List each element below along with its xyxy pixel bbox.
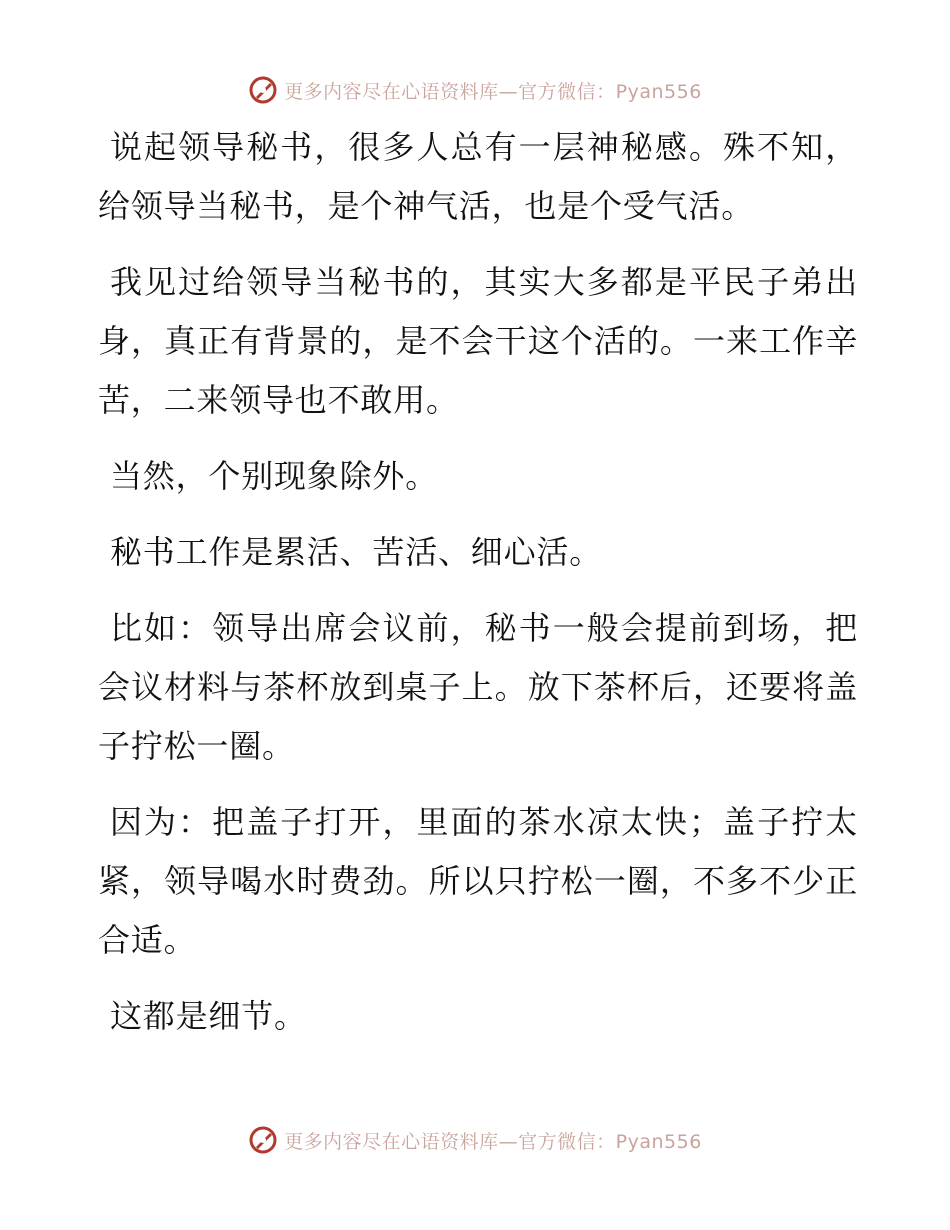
footer-banner — [0, 1120, 950, 1160]
paragraph: 这都是细节。 — [110, 997, 307, 1035]
banner-text: 更多内容尽在心语资料库—官方微信：Pyan556 — [284, 80, 702, 103]
paragraph: 说起领导秘书，很多人总有一层神秘感。殊不知，给领导当秘书，是个神气活，也是个受气活。 — [98, 128, 858, 225]
header-banner — [0, 70, 950, 110]
paragraph: 比如：领导出席会议前，秘书一般会提前到场，把会议材料与茶杯放到桌子上。放下茶杯后，还要将盖子拧松一圈。 — [98, 609, 858, 765]
paragraph: 我见过给领导当秘书的，其实大多都是平民子弟出身，真正有背景的，是不会干这个活的。一来工作辛苦，二来领导也不敢用。 — [98, 263, 858, 419]
document-body — [98, 118, 858, 1063]
banner-text: 更多内容尽在心语资料库—官方微信：Pyan556 — [284, 1130, 702, 1153]
paragraph: 当然，个别现象除外。 — [110, 457, 439, 495]
paragraph: 秘书工作是累活、苦活、细心活。 — [110, 533, 603, 571]
quill-seal-icon — [248, 1125, 278, 1155]
quill-seal-icon — [248, 75, 278, 105]
paragraph: 因为：把盖子打开，里面的茶水凉太快；盖子拧太紧，领导喝水时费劲。所以只拧松一圈，不多不少正合适。 — [98, 803, 858, 959]
